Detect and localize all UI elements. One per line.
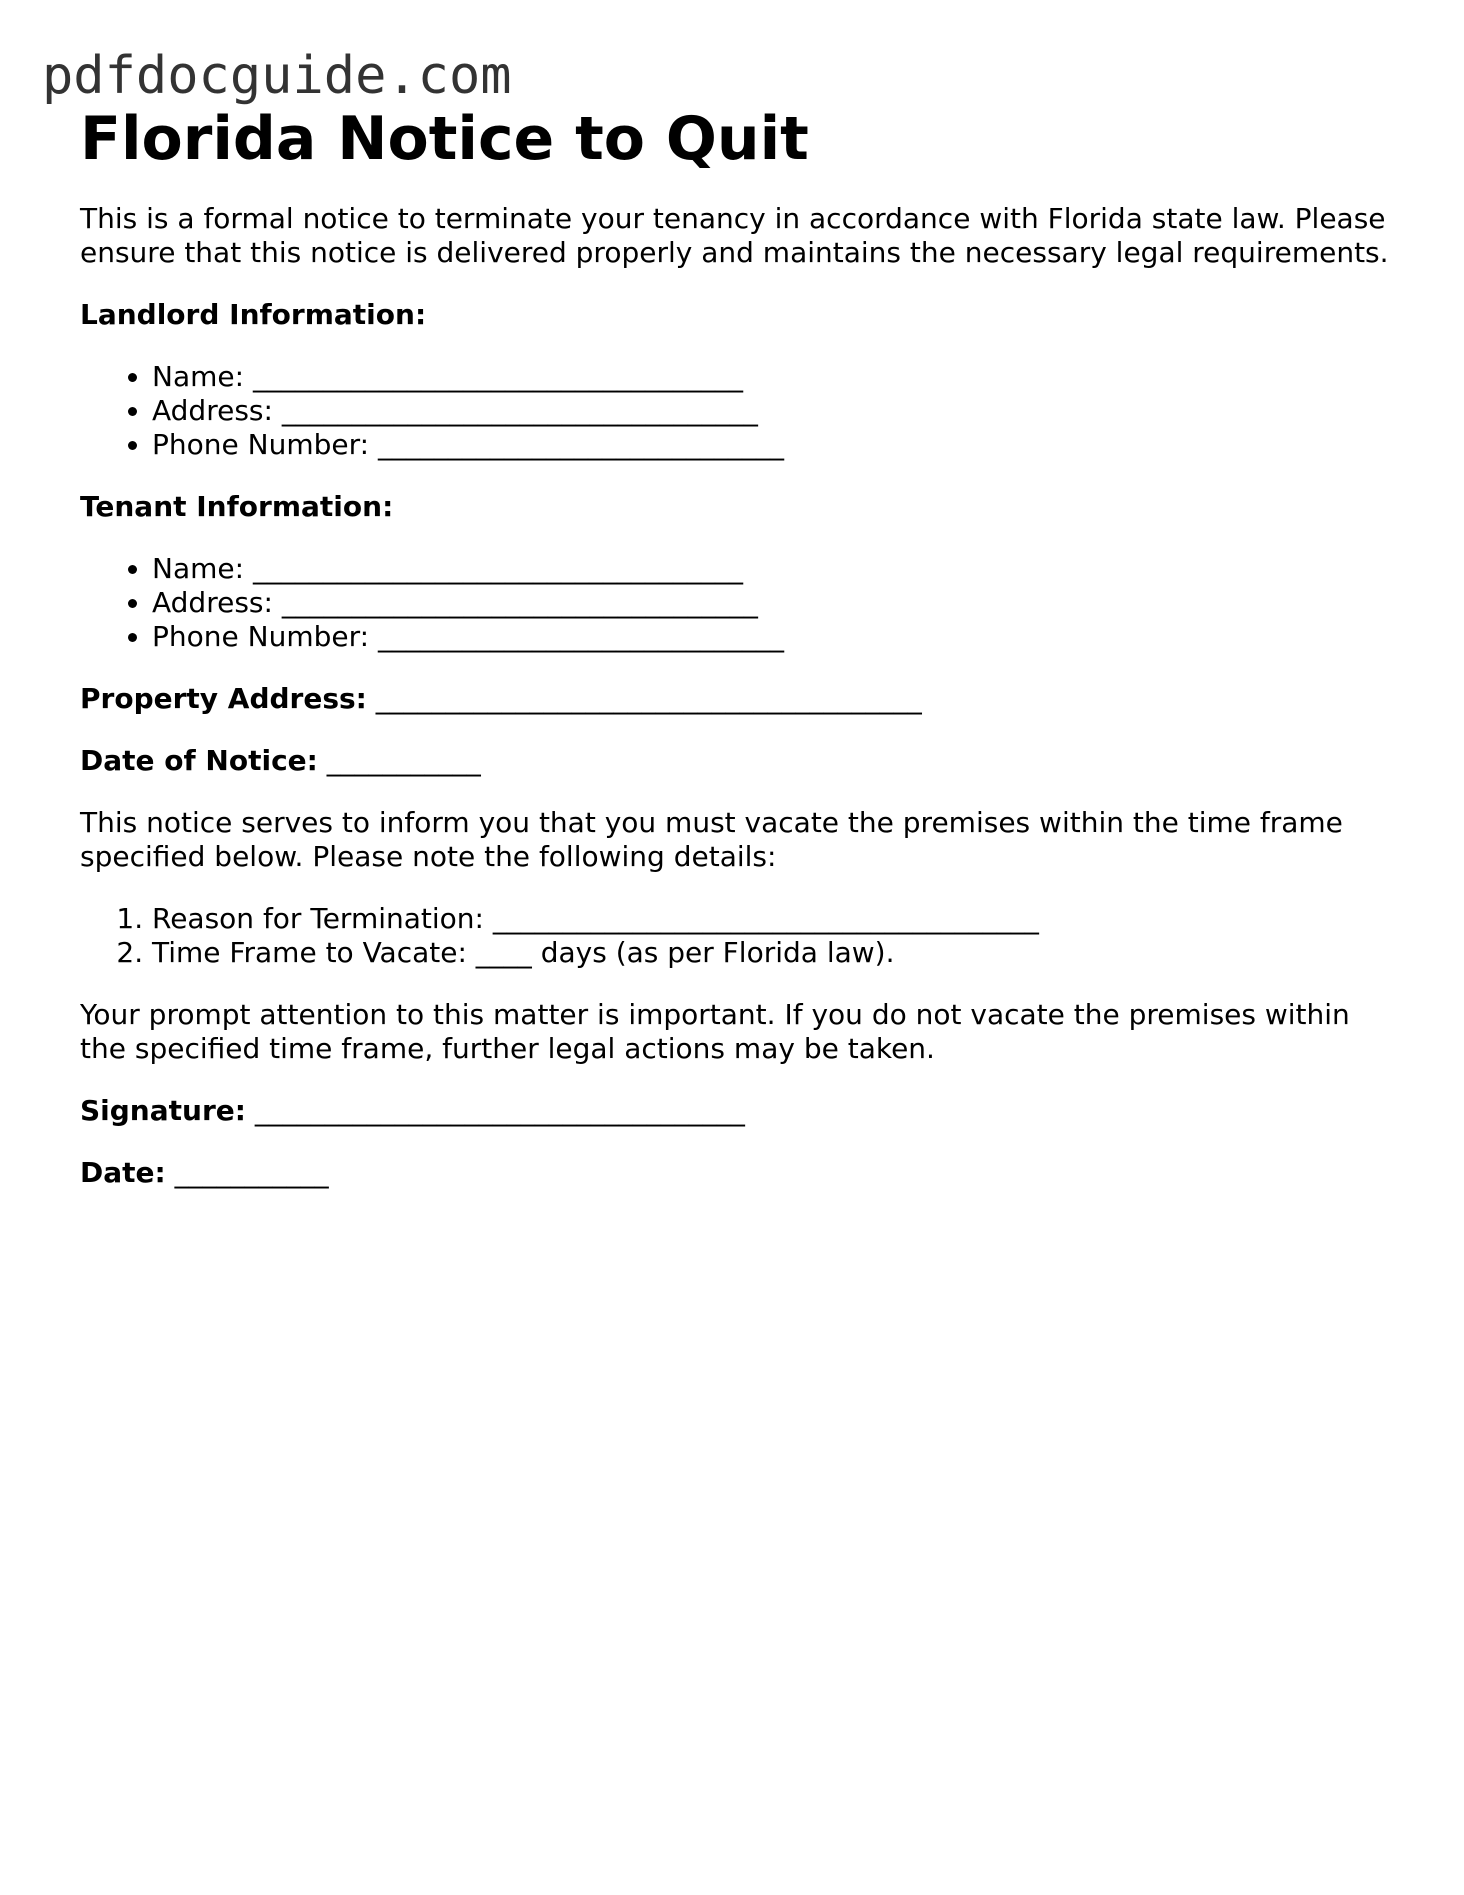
landlord-address-field: • Address: __________________________________ [152,394,1400,428]
property-address-field [80,682,1400,716]
tenant-address-field: • Address: __________________________________ [152,586,1400,620]
details-list [80,902,1400,970]
date-of-notice-blank: ___________ [317,744,481,777]
reason-for-termination-field: 1. Reason for Termination: _______________________________________ [152,902,1400,936]
date-label: Date: [80,1156,166,1189]
date-of-notice-label: Date of Notice: [80,744,318,777]
time-frame-field: 2. Time Frame to Vacate: ____ days (as per Florida law). [152,936,1400,970]
property-address-blank: _______________________________________ [366,682,922,715]
property-address-label: Property Address: [80,682,367,715]
date-blank: ___________ [165,1156,329,1189]
tenant-name-field: • Name: ___________________________________ [152,552,1400,586]
serves-paragraph: This notice serves to inform you that you must vacate the premises within the time frame specified below. Please note the following details: [80,806,1343,873]
document-body [80,96,1400,1190]
date-field [80,1156,1400,1190]
tenant-list [80,552,1400,654]
watermark: pdfdocguide.com [42,46,512,106]
document-title: Florida Notice to Quit [80,104,809,174]
landlord-list [80,360,1400,462]
signature-field [80,1094,1400,1128]
landlord-heading: Landlord Information: [80,298,427,331]
attention-paragraph: Your prompt attention to this matter is important. If you do not vacate the premises within the specified time frame, further legal actions may be taken. [80,998,1350,1065]
landlord-name-field: • Name: ___________________________________ [152,360,1400,394]
tenant-heading: Tenant Information: [80,490,394,523]
date-of-notice-field [80,744,1400,778]
landlord-phone-field: • Phone Number: _____________________________ [152,428,1400,462]
tenant-phone-field: • Phone Number: _____________________________ [152,620,1400,654]
intro-paragraph: This is a formal notice to terminate your tenancy in accordance with Florida state law. Please ensure that this notice is delivered properly and maintains the necessary legal requirements. [80,202,1389,269]
signature-label: Signature: [80,1094,246,1127]
signature-blank: ___________________________________ [245,1094,745,1127]
